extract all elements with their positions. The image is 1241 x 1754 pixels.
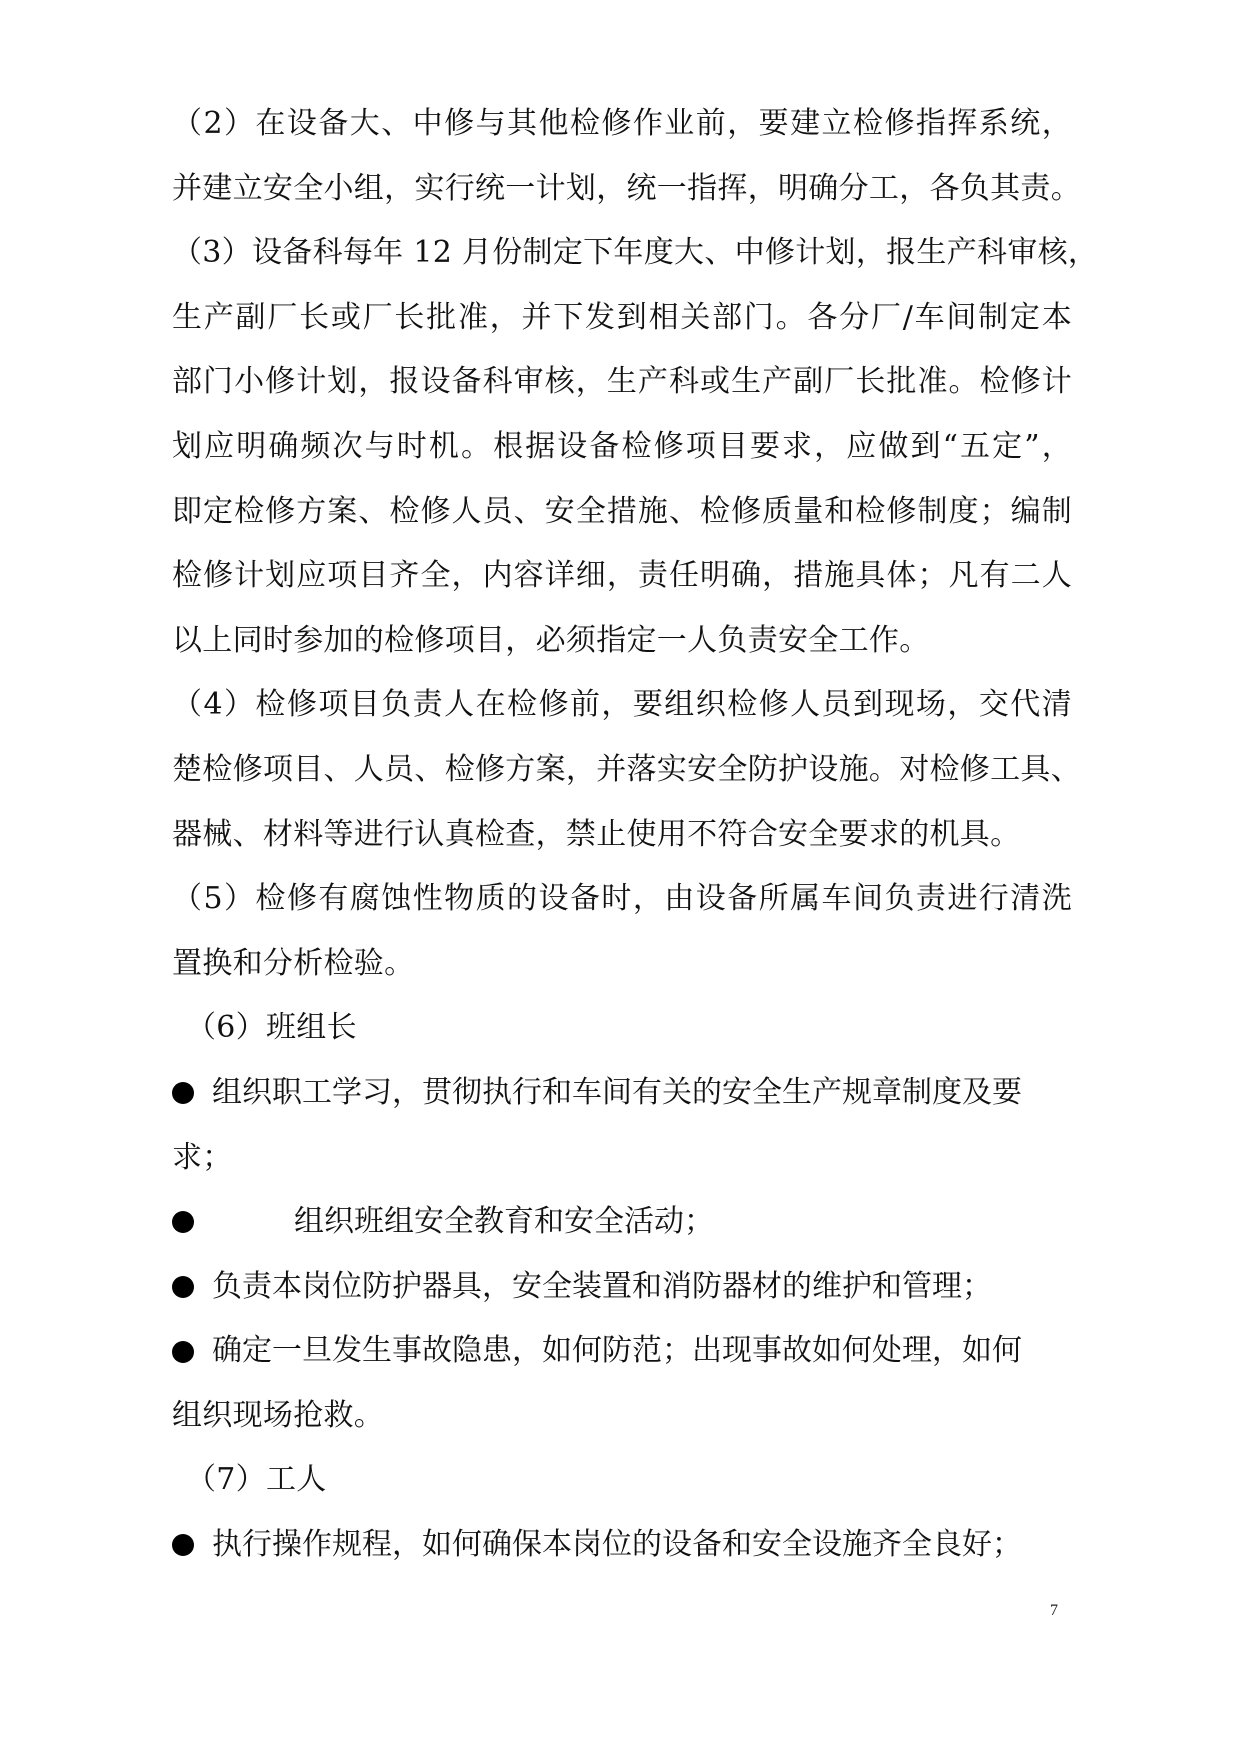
paragraph-5-line-2: 置换和分析检验。 <box>172 945 415 981</box>
paragraph-3-line-1: （3）设备科每年 12 月份制定下年度大、中修计划，报生产科审核， <box>172 235 1099 271</box>
paragraph-4-line-2: 楚检修项目、人员、检修方案，并落实安全防护设施。对检修工具、 <box>172 751 1081 787</box>
bullet-item-continuation: 求； <box>172 1139 233 1175</box>
bullet-item <box>172 1319 1072 1384</box>
section-heading-team-leader: （6）班组长 <box>186 1010 357 1046</box>
paragraph-3-line-7: 以上同时参加的检修项目，必须指定一人负责安全工作。 <box>172 622 930 658</box>
bullet-item <box>172 1190 1072 1255</box>
section-heading-workers: （7）工人 <box>186 1462 327 1498</box>
paragraph-3-line-5: 即定检修方案、检修人员、安全措施、检修质量和检修制度；编制 <box>172 493 1072 529</box>
bullet-item-text: 负责本岗位防护器具，安全装置和消防器材的维护和管理； <box>212 1268 992 1304</box>
paragraph-3-line-2: 生产副厂长或厂长批准，并下发到相关部门。各分厂/车间制定本 <box>172 299 1072 335</box>
bullet-dot-icon <box>172 1211 194 1233</box>
bullet-item-text: 执行操作规程，如何确保本岗位的设备和安全设施齐全良好； <box>212 1527 1022 1563</box>
paragraph-2-line-2: 并建立安全小组，实行统一计划，统一指挥，明确分工，各负其责。 <box>172 170 1081 206</box>
bullet-item <box>172 1255 1072 1320</box>
paragraph-3-line-4: 划应明确频次与时机。根据设备检修项目要求，应做到“五定”， <box>172 428 1072 464</box>
bullet-dot-icon <box>172 1534 194 1556</box>
paragraph-4-line-3: 器械、材料等进行认真检查，禁止使用不符合安全要求的机具。 <box>172 816 1021 852</box>
bullet-item-text: 组织班组安全教育和安全活动； <box>294 1204 714 1240</box>
paragraph-5-line-1: （5）检修有腐蚀性物质的设备时，由设备所属车间负责进行清洗 <box>172 881 1072 917</box>
document-body <box>172 92 1099 1578</box>
bullet-item-text: 确定一旦发生事故隐患，如何防范；出现事故如何处理，如何 <box>212 1333 1022 1369</box>
paragraph-4-line-1: （4）检修项目负责人在检修前，要组织检修人员到现场，交代清 <box>172 687 1072 723</box>
page-number: 7 <box>1050 1602 1058 1619</box>
bullet-item <box>172 1513 1072 1578</box>
bullet-dot-icon <box>172 1341 194 1363</box>
bullet-item <box>172 1061 1072 1126</box>
bullet-item-continuation: 组织现场抢救。 <box>172 1397 385 1433</box>
bullet-item-text: 组织职工学习，贯彻执行和车间有关的安全生产规章制度及要 <box>212 1074 1022 1110</box>
paragraph-2-line-1: （2）在设备大、中修与其他检修作业前，要建立检修指挥系统， <box>172 106 1072 141</box>
paragraph-3-line-3: 部门小修计划，报设备科审核，生产科或生产副厂长批准。检修计 <box>172 364 1072 400</box>
bullet-dot-icon <box>172 1082 194 1104</box>
paragraph-3-line-6: 检修计划应项目齐全，内容详细，责任明确，措施具体；凡有二人 <box>172 558 1072 594</box>
bullet-dot-icon <box>172 1276 194 1298</box>
